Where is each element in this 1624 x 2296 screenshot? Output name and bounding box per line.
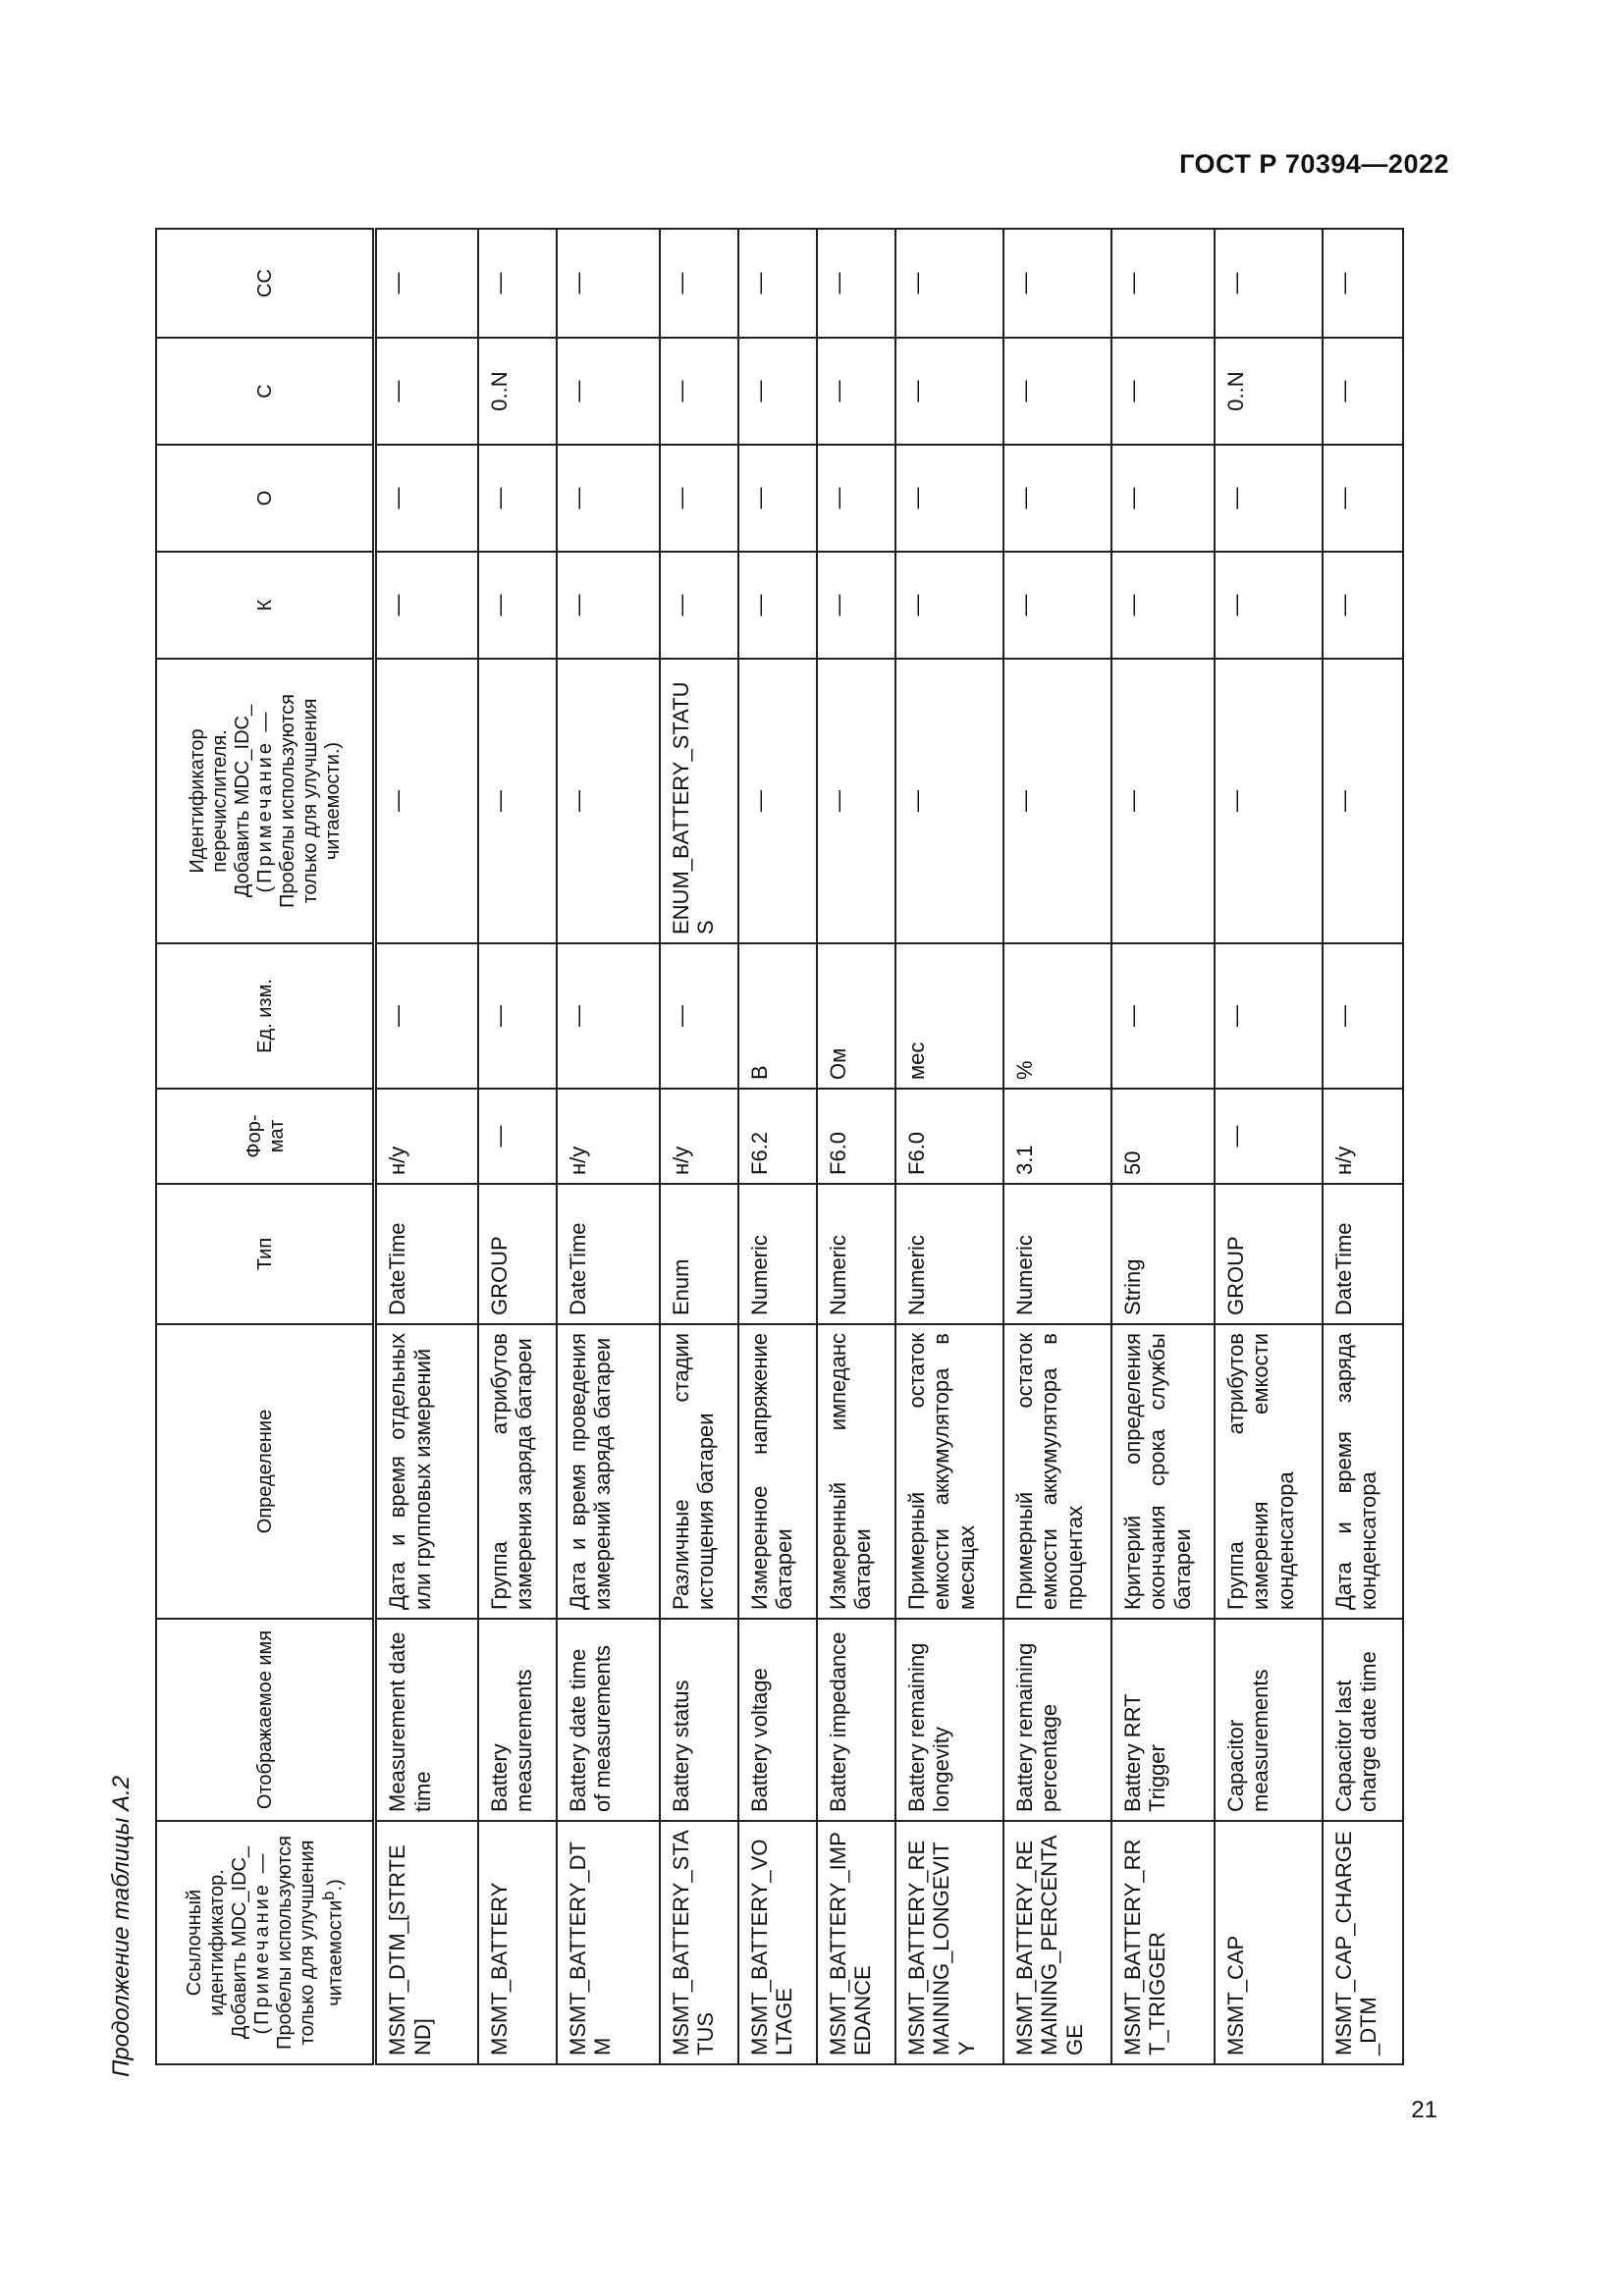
header-k: К — [156, 552, 375, 659]
attributes-table — [155, 228, 1404, 2065]
cell-o: — — [375, 445, 478, 552]
table-caption: Продолжение таблицы А.2 — [108, 1775, 135, 2077]
cell-definition: Измеренное напряжение батареи — [738, 1324, 817, 1619]
cell-cc: — — [1215, 229, 1323, 338]
cell-definition: Критерий определения окончания срока службы батареи — [1111, 1324, 1215, 1619]
cell-format: н/у — [375, 1089, 478, 1184]
cell-ref: MSMT_BATTERY_DTM — [557, 1821, 660, 2064]
cell-unit: — — [1111, 943, 1215, 1089]
cell-enum: ENUM_BATTERY_STATUS — [660, 659, 738, 943]
cell-ref: MSMT_BATTERY_REMAINING_PERCENTAGE — [1003, 1821, 1111, 2064]
cell-definition: Примерный остаток емкости аккумулятора в процентах — [1003, 1324, 1111, 1619]
cell-format: н/у — [557, 1089, 660, 1184]
cell-cc: — — [478, 229, 557, 338]
cell-format: н/у — [660, 1089, 738, 1184]
cell-enum: — — [478, 659, 557, 943]
cell-unit: мес — [895, 943, 1003, 1089]
header-enum-line: Добавить MDC_IDC_ — [232, 704, 253, 898]
cell-k: — — [895, 552, 1003, 659]
header-ref-line: .) — [324, 1879, 347, 1892]
header-ref-line: идентификатор. — [206, 1869, 229, 2016]
cell-unit: Ом — [817, 943, 895, 1089]
cell-type: GROUP — [1215, 1184, 1323, 1324]
cell-name: Battery status — [660, 1619, 738, 1821]
cell-ref: MSMT_BATTERY_IMPEDANCE — [817, 1821, 895, 2064]
cell-cc: — — [817, 229, 895, 338]
cell-k: — — [817, 552, 895, 659]
cell-k: — — [1215, 552, 1323, 659]
cell-c: — — [738, 338, 817, 445]
cell-enum: — — [557, 659, 660, 943]
cell-unit: — — [478, 943, 557, 1089]
page-number: 21 — [1411, 2097, 1437, 2123]
cell-name: Measurement date time — [375, 1619, 478, 1821]
cell-definition: Дата и время проведения измерений заряда батареи — [557, 1324, 660, 1619]
cell-name: Capacitor measurements — [1215, 1619, 1323, 1821]
table-row — [1111, 229, 1215, 2064]
cell-enum: — — [1323, 659, 1403, 943]
cell-ref: MSMT_BATTERY — [478, 1821, 557, 2064]
rotated-table-region — [108, 222, 1453, 2077]
cell-cc: — — [1003, 229, 1111, 338]
cell-o: — — [1323, 445, 1403, 552]
cell-enum: — — [738, 659, 817, 943]
cell-c: — — [557, 338, 660, 445]
table-row — [738, 229, 817, 2064]
cell-type: DateTime — [557, 1184, 660, 1324]
cell-ref: MSMT_BATTERY_REMAINING_LONGEVITY — [895, 1821, 1003, 2064]
cell-o: — — [660, 445, 738, 552]
cell-c: — — [1111, 338, 1215, 445]
table-header-row — [156, 229, 375, 2064]
header-ref-line: Пробелы используются — [274, 1836, 297, 2050]
cell-name: Battery remaining longevity — [895, 1619, 1003, 1821]
cell-name: Battery voltage — [738, 1619, 817, 1821]
header-c: С — [156, 338, 375, 445]
cell-o: — — [478, 445, 557, 552]
cell-c: — — [1323, 338, 1403, 445]
header-ref-line: (Примечание — — [251, 1850, 274, 2035]
header-enum-line: Пробелы используются — [277, 694, 298, 908]
cell-k: — — [660, 552, 738, 659]
cell-enum: — — [817, 659, 895, 943]
header-format-line: мат — [265, 1119, 288, 1153]
cell-name: Battery impedance — [817, 1619, 895, 1821]
cell-enum: — — [1215, 659, 1323, 943]
cell-type: Numeric — [1003, 1184, 1111, 1324]
header-enum-line: читаемости.) — [322, 741, 344, 861]
table-row — [895, 229, 1003, 2064]
table-row — [660, 229, 738, 2064]
cell-type: Enum — [660, 1184, 738, 1324]
cell-k: — — [1003, 552, 1111, 659]
cell-c: — — [1003, 338, 1111, 445]
cell-cc: — — [738, 229, 817, 338]
header-ref-line: только для улучшения — [297, 1840, 319, 2046]
cell-enum: — — [375, 659, 478, 943]
cell-name: Battery remaining percentage — [1003, 1619, 1111, 1821]
cell-cc: — — [660, 229, 738, 338]
header-enum-line: только для улучшения — [299, 698, 321, 904]
cell-o: — — [1111, 445, 1215, 552]
cell-unit: — — [660, 943, 738, 1089]
cell-c: — — [660, 338, 738, 445]
cell-cc: — — [895, 229, 1003, 338]
cell-definition: Дата и время заряда конденсатора — [1323, 1324, 1403, 1619]
cell-o: — — [895, 445, 1003, 552]
cell-k: — — [478, 552, 557, 659]
header-unit: Ед. изм. — [156, 943, 375, 1089]
cell-definition: Группа атрибутов измерения заряда батареи — [478, 1324, 557, 1619]
cell-ref: MSMT_CAP_CHARGE_DTM — [1323, 1821, 1403, 2064]
table-row — [478, 229, 557, 2064]
cell-type: DateTime — [375, 1184, 478, 1324]
header-enum-line: перечислителя. — [209, 729, 231, 873]
cell-ref: MSMT_BATTERY_VOLTAGE — [738, 1821, 817, 2064]
header-format — [156, 1089, 375, 1184]
cell-ref: MSMT_DTM_[STRTEND] — [375, 1821, 478, 2064]
cell-name: Capacitor last charge date time — [1323, 1619, 1403, 1821]
footnote-marker: b — [319, 1891, 339, 1900]
cell-name: Battery measurements — [478, 1619, 557, 1821]
header-ref-id — [156, 1821, 375, 2064]
table-row — [375, 229, 478, 2064]
cell-type: GROUP — [478, 1184, 557, 1324]
cell-unit: % — [1003, 943, 1111, 1089]
header-ref-line: Ссылочный — [184, 1889, 206, 1997]
cell-type: DateTime — [1323, 1184, 1403, 1324]
cell-o: — — [1215, 445, 1323, 552]
header-definition: Определение — [156, 1324, 375, 1619]
cell-ref: MSMT_CAP — [1215, 1821, 1323, 2064]
standard-number: ГОСТ Р 70394—2022 — [1179, 149, 1449, 179]
cell-type: Numeric — [895, 1184, 1003, 1324]
cell-format: F6.0 — [817, 1089, 895, 1184]
table-row — [1003, 229, 1111, 2064]
cell-type: Numeric — [817, 1184, 895, 1324]
cell-name: Battery date time of measurements — [557, 1619, 660, 1821]
cell-o: — — [557, 445, 660, 552]
cell-k: — — [375, 552, 478, 659]
cell-unit: — — [1323, 943, 1403, 1089]
cell-format: — — [1215, 1089, 1323, 1184]
header-cc: СС — [156, 229, 375, 338]
table-row — [557, 229, 660, 2064]
cell-type: String — [1111, 1184, 1215, 1324]
table-row — [817, 229, 895, 2064]
cell-definition: Различные стадии истощения батареи — [660, 1324, 738, 1619]
cell-c: — — [895, 338, 1003, 445]
cell-o: — — [1003, 445, 1111, 552]
header-ref-line: читаемости — [324, 1899, 347, 2006]
cell-c: — — [817, 338, 895, 445]
cell-format: 50 — [1111, 1089, 1215, 1184]
header-display-name: Отображаемое имя — [156, 1619, 375, 1821]
cell-k: — — [557, 552, 660, 659]
cell-format: F6.0 — [895, 1089, 1003, 1184]
cell-k: — — [1323, 552, 1403, 659]
cell-k: — — [738, 552, 817, 659]
cell-o: — — [738, 445, 817, 552]
header-enum-line: (Примечание — — [254, 709, 276, 893]
cell-k: — — [1111, 552, 1215, 659]
cell-ref: MSMT_BATTERY_RRT_TRIGGER — [1111, 1821, 1215, 2064]
cell-unit: — — [1215, 943, 1323, 1089]
cell-c: — — [375, 338, 478, 445]
cell-c: 0..N — [478, 338, 557, 445]
cell-c: 0..N — [1215, 338, 1323, 445]
cell-enum: — — [1003, 659, 1111, 943]
cell-name: Battery RRT Trigger — [1111, 1619, 1215, 1821]
header-ref-line: Добавить MDC_IDC_ — [229, 1845, 251, 2040]
cell-cc: — — [375, 229, 478, 338]
cell-definition: Дата и время отдельных или групповых измерений — [375, 1324, 478, 1619]
header-o: О — [156, 445, 375, 552]
cell-enum: — — [895, 659, 1003, 943]
table-row — [1215, 229, 1323, 2064]
cell-o: — — [817, 445, 895, 552]
header-format-line: Фор- — [243, 1114, 265, 1158]
cell-unit: — — [557, 943, 660, 1089]
cell-unit: В — [738, 943, 817, 1089]
cell-cc: — — [557, 229, 660, 338]
cell-format: н/у — [1323, 1089, 1403, 1184]
cell-format: F6.2 — [738, 1089, 817, 1184]
header-type: Тип — [156, 1184, 375, 1324]
cell-ref: MSMT_BATTERY_STATUS — [660, 1821, 738, 2064]
cell-format: 3.1 — [1003, 1089, 1111, 1184]
cell-cc: — — [1323, 229, 1403, 338]
header-enum-line: Идентификатор — [187, 728, 208, 874]
table-row — [1323, 229, 1403, 2064]
cell-definition: Измеренный импеданс батареи — [817, 1324, 895, 1619]
cell-unit: — — [375, 943, 478, 1089]
cell-enum: — — [1111, 659, 1215, 943]
cell-definition: Примерный остаток емкости аккумулятора в месяцах — [895, 1324, 1003, 1619]
header-enum-id — [156, 659, 375, 943]
cell-definition: Группа атрибутов измерения емкости конденсатора — [1215, 1324, 1323, 1619]
cell-cc: — — [1111, 229, 1215, 338]
cell-type: Numeric — [738, 1184, 817, 1324]
cell-format: — — [478, 1089, 557, 1184]
